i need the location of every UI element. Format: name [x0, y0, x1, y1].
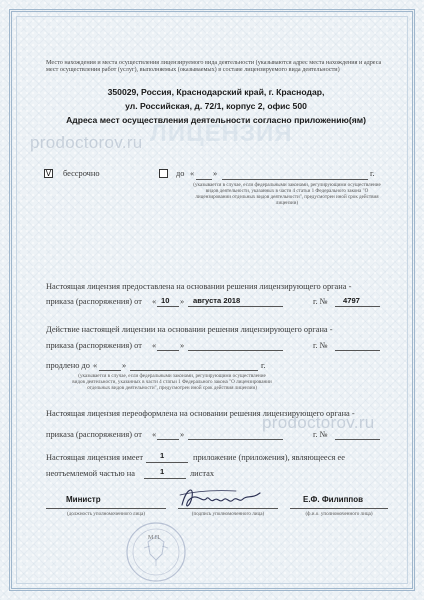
- reissue-quote-open: «: [152, 430, 157, 439]
- reissue-day-line: [157, 439, 179, 440]
- prolonged-label: продлено до: [46, 361, 90, 370]
- attachments-sheets-label: листах: [190, 469, 215, 478]
- until-year-suffix: г.: [370, 169, 375, 178]
- basis-number: 4797: [343, 296, 360, 305]
- attachments-integral-label: неотъемлемой частью на: [46, 469, 135, 478]
- basis-number-label: г. №: [313, 297, 328, 306]
- basis-day-line: [157, 306, 179, 307]
- reissue-order-label: приказа (распоряжения) от: [46, 430, 142, 439]
- address-line-2: ул. Российская, д. 72/1, корпус 2, офис 500: [125, 101, 307, 111]
- basis-line: Настоящая лицензия предоставлена на основании решения лицензирующего органа -: [46, 282, 352, 291]
- signatory-position: Министр: [66, 495, 101, 504]
- reissue-line: Настоящая лицензия переоформлена на основании решения лицензирующего органа -: [46, 409, 355, 418]
- prolonged-quote-open: «: [93, 361, 98, 370]
- location-text: Место нахождения и места осуществления лицензируемого вида деятельности (указываются адрес места нахождения и адреса мест осуществления работ (услуг), выполняемых (оказываемых) в составе лицензируемого вида деятельности): [46, 59, 382, 74]
- reissue-date-line: [188, 439, 283, 440]
- indefinite-label: бессрочно: [63, 169, 100, 178]
- signature-caption: (подпись уполномоченного лица): [191, 511, 265, 517]
- prolonged-quote-close: »: [122, 361, 127, 370]
- address-line-3: Адреса мест осуществления деятельности согласно приложению(ям): [66, 115, 366, 125]
- stamp-label: М.П.: [148, 535, 161, 541]
- basis-date-line: [188, 306, 283, 307]
- until-checkbox[interactable]: [159, 169, 168, 178]
- action-date-line: [188, 350, 283, 351]
- reissue-number-line: [335, 439, 380, 440]
- signature-line: [178, 508, 278, 509]
- attachments-sheets-line: [144, 478, 186, 479]
- indefinite-checkbox[interactable]: [44, 169, 53, 178]
- until-quote-close: »: [213, 169, 218, 178]
- attachments-appendix-label: приложение (приложения), являющееся ее: [193, 453, 345, 462]
- attachments-count-line: [146, 462, 188, 463]
- action-quote-close: »: [180, 341, 185, 350]
- signatory-name: Е.Ф. Филиппов: [303, 495, 364, 504]
- basis-order-label: приказа (распоряжения) от: [46, 297, 142, 306]
- action-day-line: [157, 350, 179, 351]
- until-prefix: до: [176, 169, 185, 178]
- action-note: (указывается в случае, если федеральными законами, регулирующими осуществление видов деятельности, указанных в части 4 статьи 1 Федерального закона "О лицензировании отдельных видов деятельности", предусмотрен иной срок действия лицензии): [72, 373, 272, 391]
- prolonged-year-suffix: г.: [261, 361, 266, 370]
- prolonged-day-line: [99, 370, 121, 371]
- reissue-number-label: г. №: [313, 430, 328, 439]
- basis-quote-open: «: [152, 297, 157, 306]
- name-line: [290, 508, 388, 509]
- attachments-count: 1: [160, 451, 165, 460]
- until-date-line: [222, 179, 368, 180]
- name-caption: (ф.и.о. уполномоченного лица): [305, 511, 373, 517]
- action-number-line: [335, 350, 380, 351]
- signature-image: [176, 481, 268, 515]
- basis-month-year: августа 2018: [193, 296, 241, 305]
- term-note: (указывается в случае, если федеральными законами, регулирующими осуществление видов деятельности, указанных в части 4 статьи 1 Федерального закона "О лицензировании отдельных видов деятельности", предусмотрен иной срок действия лицензии): [193, 182, 381, 206]
- position-line: [46, 508, 166, 509]
- address-line-1: 350029, Россия, Краснодарский край, г. Краснодар,: [107, 87, 325, 97]
- ghost-print: ЛИЦЕНЗИЯ: [150, 120, 293, 147]
- check-mark: V: [45, 169, 52, 178]
- reissue-quote-close: »: [180, 430, 185, 439]
- attachments-has-label: Настоящая лицензия имеет: [46, 453, 143, 462]
- watermark-top: prodoctorov.ru: [30, 133, 143, 152]
- basis-number-line: [335, 306, 380, 307]
- action-order-label: приказа (распоряжения) от: [46, 341, 142, 350]
- action-quote-open: «: [152, 341, 157, 350]
- basis-day: 10: [161, 296, 170, 305]
- position-caption: (должность уполномоченного лица): [67, 511, 145, 517]
- watermark-bottom: prodoctorov.ru: [262, 413, 375, 432]
- action-number-label: г. №: [313, 341, 328, 350]
- until-quote-open: «: [190, 169, 195, 178]
- seal-stamp: [124, 520, 188, 584]
- attachments-sheets: 1: [160, 467, 165, 476]
- until-day-line: [196, 179, 212, 180]
- prolonged-date-line: [130, 370, 258, 371]
- action-line: Действие настоящей лицензии на основании решения лицензирующего органа -: [46, 325, 333, 334]
- basis-quote-close: »: [180, 297, 185, 306]
